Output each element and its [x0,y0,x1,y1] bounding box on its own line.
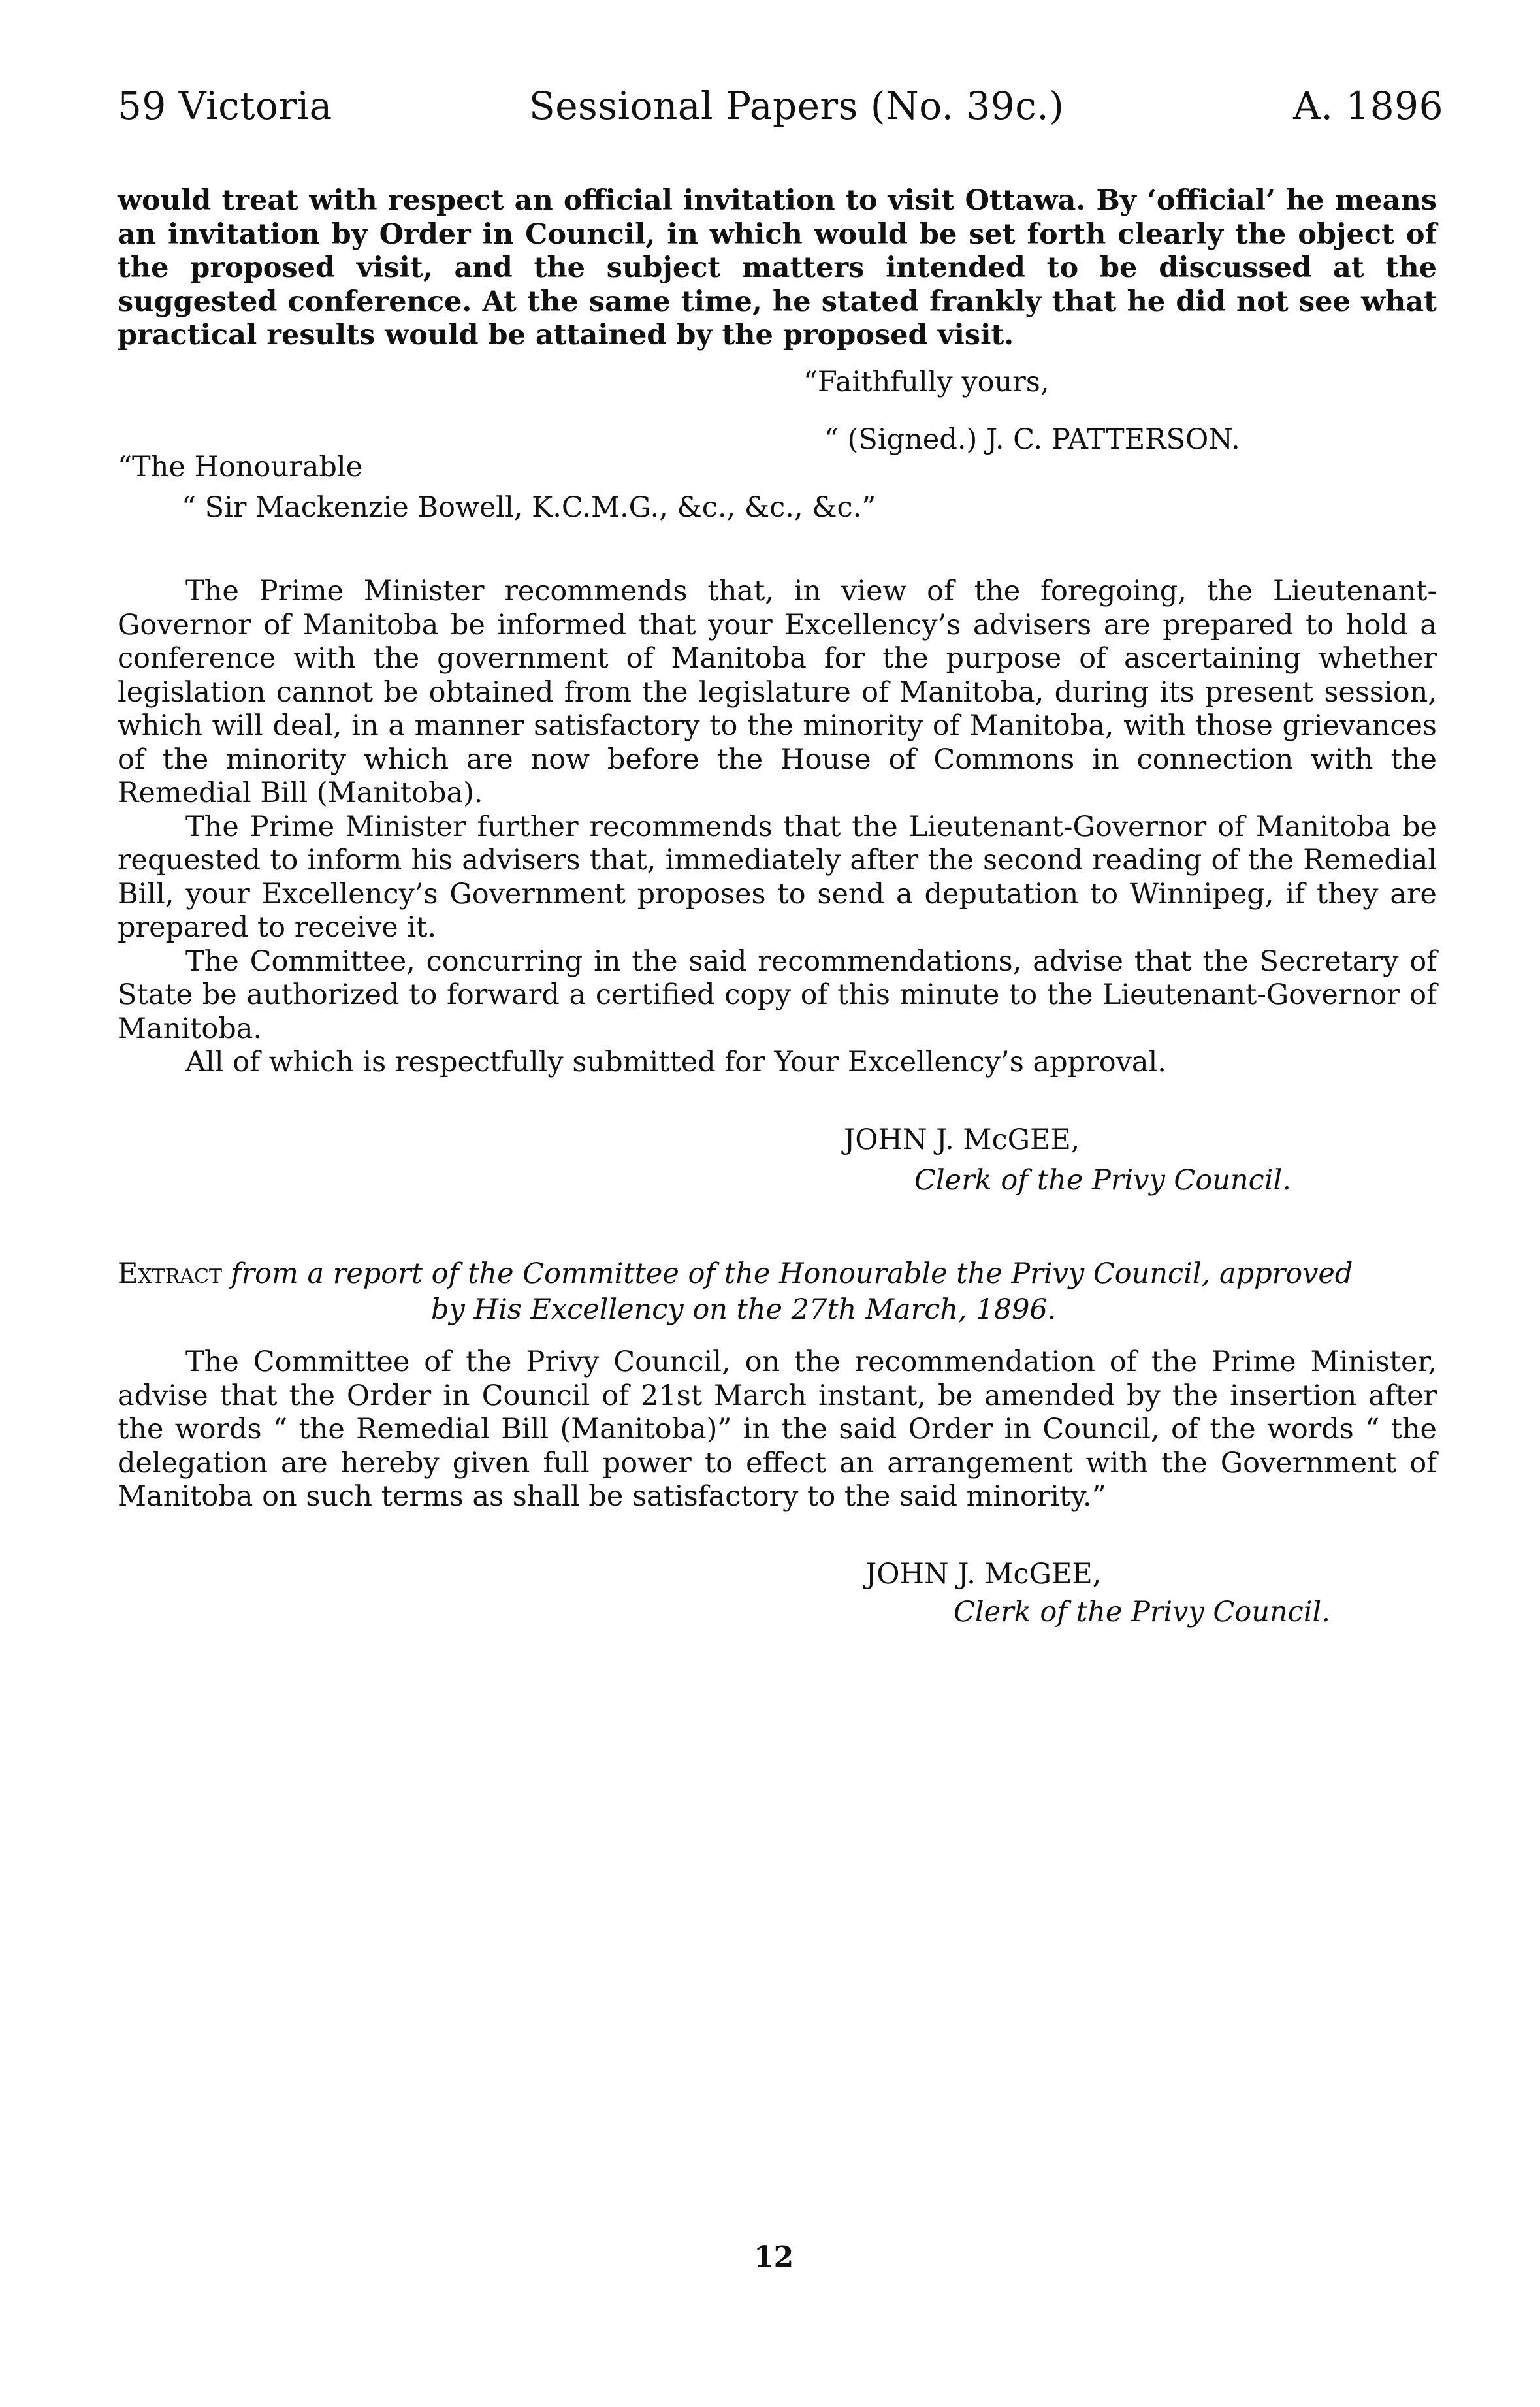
extract-heading-line1 [118,1257,1353,1291]
letter-paragraph: would treat with respect an official invitation to visit Ottawa. By ‘official’ he means an invitation by Order in Council, in which would be set forth clearly the object of the proposed visit, and the subject matters intended to be discussed at the suggested conference. At the same time, he stated frankly that he did not see what practical results would be attained by the proposed visit. [118,184,1437,351]
minute-paragraph: The Prime Minister further recommends that the Lieutenant-Governor of Manitoba be requested to inform his advisers that, immediately after the second reading of the Remedial Bill, your Excellency’s Government proposes to send a deputation to Winnipeg, if they are prepared to receive it. [118,810,1437,944]
header-title: Sessional Papers (No. 39c.) [529,84,1065,128]
running-header [118,84,1443,136]
clerk-signature-title: Clerk of the Privy Council. [914,1164,1291,1197]
letter-signature: “ (Signed.) J. C. PATTERSON. [824,423,1240,456]
extract-signature-title: Clerk of the Privy Council. [954,1596,1330,1628]
minute-body [118,575,1437,1080]
letter-addressee-line1: “The Honourable [118,451,363,483]
extract-label: Extract [118,1257,222,1290]
letter-addressee-line2: “ Sir Mackenzie Bowell, K.C.M.G., &c., &c., &c.” [182,491,876,524]
minute-paragraph: The Committee, concurring in the said recommendations, advise that the Secretary of State be authorized to forward a certified copy of this minute to the Lieutenant-Governor of Manitoba. [118,945,1437,1045]
minute-paragraph: The Prime Minister recommends that, in view of the foregoing, the Lieutenant-Governor of Manitoba be informed that your Excellency’s advisers are prepared to hold a conference with the government of Manitoba for the purpose of ascertaining whether legislation cannot be obtained from the legislature of Manitoba, during its present session, which will deal, in a manner satisfactory to the minority of Manitoba, with those grievances of the minority which are now before the House of Commons in connection with the Remedial Bill (Manitoba). [118,575,1437,809]
extract-paragraph: The Committee of the Privy Council, on the recommendation of the Prime Minister, advise that the Order in Council of 21st March instant, be amended by the insertion after the words “ the Remedial Bill (Manitoba)” in the said Order in Council, of the words “ the delegation are hereby given full power to effect an arrangement with the Government of Manitoba on such terms as shall be satisfactory to the said minority.” [118,1346,1437,1513]
clerk-signature-name: JOHN J. McGEE, [844,1123,1080,1156]
extract-signature-name: JOHN J. McGEE, [865,1558,1102,1591]
letter-closing: “Faithfully yours, [803,366,1050,398]
header-session: 59 Victoria [118,84,332,128]
minute-paragraph: All of which is respectfully submitted for Your Excellency’s approval. [185,1046,1166,1078]
extract-heading-text: from a report of the Committee of the Honourable the Privy Council, approved [231,1257,1353,1290]
header-year: A. 1896 [1293,84,1443,128]
extract-heading-line2: by His Excellency on the 27th March, 1896. [431,1293,1057,1326]
page-number: 12 [754,2240,794,2274]
